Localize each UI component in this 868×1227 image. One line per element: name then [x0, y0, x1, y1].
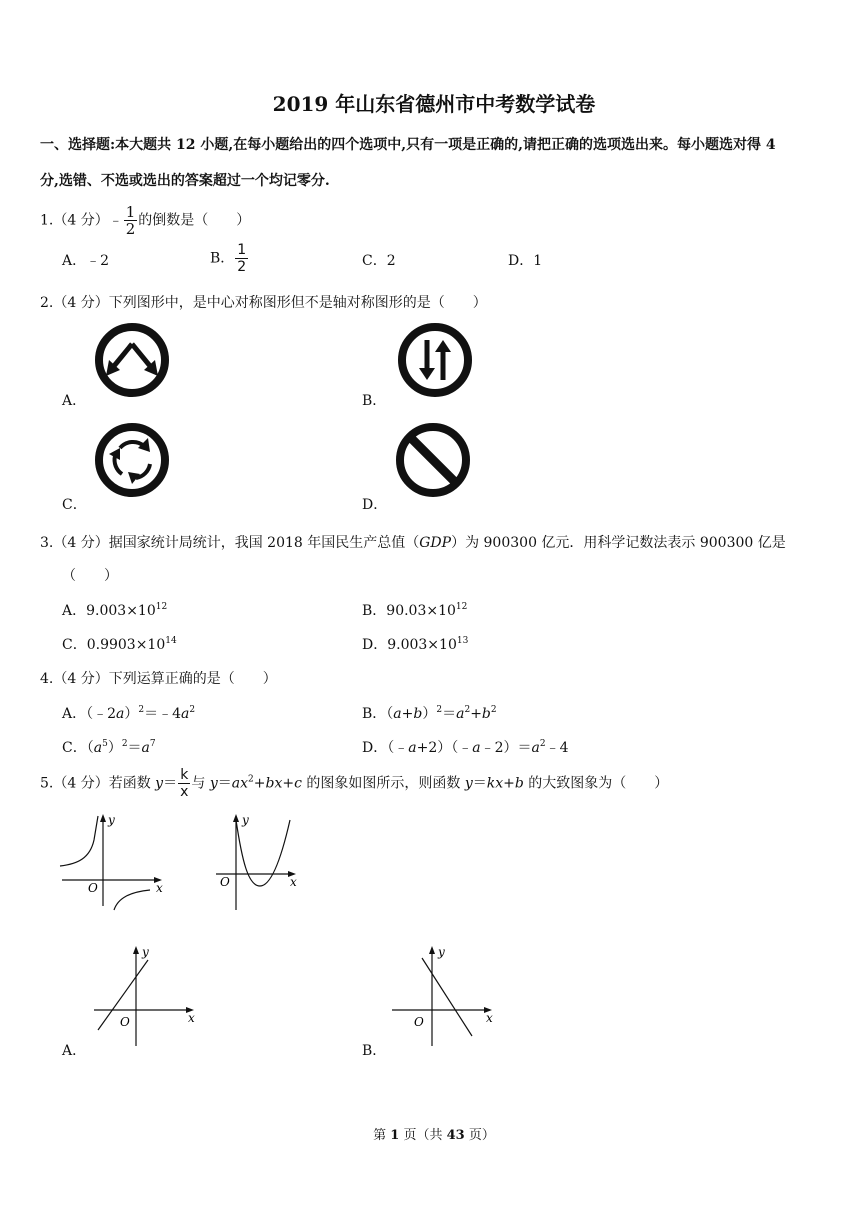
section1-instructions-line2: 分,选错、不选或选出的答案超过一个均记零分.: [40, 173, 330, 189]
svg-text:x: x: [156, 881, 163, 895]
q5-option-a-line-graph: [90, 942, 200, 1052]
q5-graph-parabola: [212, 810, 312, 910]
q1-option-b[interactable]: B． $\frac{1}{2}$: [210, 242, 247, 275]
q5-option-a[interactable]: A．: [62, 1043, 87, 1059]
question-2: 2.（4 分）下列图形中，是中心对称图形但不是轴对称图形的是（ ）: [40, 295, 487, 311]
svg-text:O: O: [88, 881, 98, 895]
svg-text:y: y: [142, 945, 149, 959]
svg-text:x: x: [486, 1011, 493, 1025]
q2-option-d[interactable]: D．: [362, 497, 388, 513]
q1-fraction: $\frac{1}{2}$: [125, 203, 136, 238]
svg-text:O: O: [414, 1015, 424, 1029]
page-footer: 第 1 页（共 43 页）: [373, 1128, 495, 1143]
svg-text:O: O: [220, 875, 230, 889]
q3-option-b[interactable]: B．$90.03\times 10^{12}$: [362, 602, 468, 619]
svg-text:x: x: [188, 1011, 195, 1025]
q4-option-b[interactable]: B．$(a+b)^2=a^2+b^2$: [362, 705, 497, 722]
question-5: 5.（4 分）若函数 y＝ $\frac{k}{x}$ 与 $y=ax^2+bx+c$ 的图象如图所示，则函数 y＝kx+b 的大致图象为（ ）: [40, 767, 669, 800]
q4-option-d[interactable]: D．$(﹣a+2)(﹣a﹣2)=a^2﹣4$: [362, 739, 569, 756]
page-title: 2019 年山东省德州市中考数学试卷: [272, 92, 596, 116]
question-1: [40, 204, 250, 237]
q1-b-fraction: $\frac{1}{2}$: [237, 242, 247, 275]
q2-sign-b-up-down-arrows-icon: [395, 320, 475, 400]
q2-sign-c-roundabout-icon: [92, 420, 172, 500]
question-4: 4.（4 分）下列运算正确的是（ ）: [40, 671, 277, 687]
q5-graph-hyperbola: [58, 810, 168, 910]
svg-text:y: y: [108, 813, 115, 827]
q1-option-a[interactable]: A．﹣2: [62, 253, 110, 269]
q1-option-c[interactable]: C．2: [362, 253, 396, 269]
q2-option-b[interactable]: B．: [362, 393, 387, 409]
page-number: 1: [390, 1128, 400, 1143]
q5-option-b[interactable]: B．: [362, 1043, 387, 1059]
svg-text:x: x: [290, 875, 297, 889]
q3-option-d[interactable]: D．$9.003\times 10^{13}$: [362, 636, 469, 653]
q2-sign-a-diagonal-arrows-icon: [92, 320, 172, 400]
q5-option-b-line-graph: [388, 942, 498, 1052]
q1-prefix: 1.（4 分）﹣: [40, 212, 123, 229]
q3-option-a[interactable]: A．$9.003\times 10^{12}$: [62, 602, 168, 619]
q3-bracket: （ ）: [62, 568, 118, 584]
q3-option-c[interactable]: C．$0.9903\times 10^{14}$: [62, 636, 177, 653]
q3-gdp: GDP: [419, 535, 452, 551]
q1-option-d[interactable]: D．1: [508, 253, 543, 269]
page-total: 43: [446, 1128, 465, 1143]
svg-text:y: y: [242, 813, 249, 827]
svg-text:O: O: [120, 1015, 130, 1029]
q4-option-c[interactable]: C．$(a^5)^2=a^7$: [62, 739, 156, 756]
svg-text:y: y: [438, 945, 445, 959]
section1-instructions-line1: 一、选择题:本大题共 12 小题,在每小题给出的四个选项中,只有一项是正确的,请把正确的选项选出来。每小题选对得 4: [40, 137, 776, 153]
q2-sign-d-no-entry-icon: [393, 420, 473, 500]
q2-option-c[interactable]: C．: [62, 497, 87, 513]
question-3: 3.（4 分）据国家统计局统计，我国 2018 年国民生产总值（GDP）为 900300 亿元．用科学记数法表示 900300 亿是: [40, 535, 786, 551]
q1-suffix: 的倒数是（ ）: [138, 212, 251, 229]
q2-option-a[interactable]: A．: [62, 393, 87, 409]
q5-fraction-k-over-x: $\frac{k}{x}$: [180, 767, 189, 800]
q4-option-a[interactable]: A．$(﹣2a)^2=﹣4a^2$: [62, 705, 196, 722]
